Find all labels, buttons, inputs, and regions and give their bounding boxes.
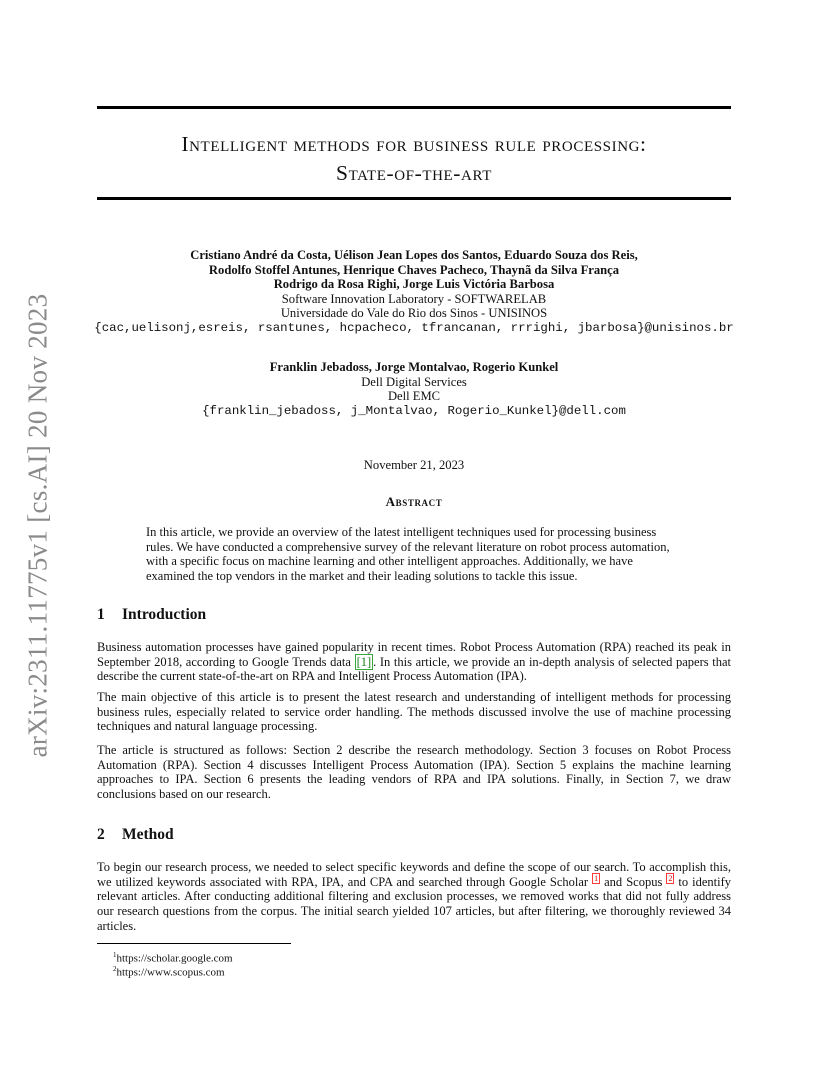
section-title: Introduction — [122, 606, 207, 623]
author-names-line-1: Cristiano André da Costa, Uélison Jean Lopes dos Santos, Eduardo Souza dos Reis, — [190, 248, 638, 262]
arxiv-identifier — [8, 290, 68, 760]
paragraph-text: to identify relevant articles. After conducting additional filtering and exclusion processes, we removed works that did not fully address our research questions from the corpus. The initial search yielded 107 articles, but after filtering, we thoroughly reviewed 34 articles. — [97, 874, 731, 933]
author-emails[interactable]: {franklin_jebadoss, j_Montalvao, Rogerio_Kunkel}@dell.com — [202, 403, 626, 418]
section-number: 2 — [97, 826, 105, 843]
intro-paragraph-2: The main objective of this article is to present the latest research and understanding of intelligent methods for processing business rules, especially related to service order handling. The methods discussed involve the use of machine processing techniques and natural language processing. — [97, 690, 731, 734]
title-top-rule — [97, 106, 731, 109]
author-names: Franklin Jebadoss, Jorge Montalvao, Rogerio Kunkel — [269, 360, 559, 374]
title-line-1-rest: ntelligent methods for business rule processing: — [189, 132, 647, 156]
title-line-2 — [97, 159, 731, 188]
paragraph-text: and Scopus — [600, 874, 667, 889]
affiliation-line-2: Universidade do Vale do Rio dos Sinos - UNISINOS — [280, 306, 548, 321]
footnote-link-2[interactable]: 2 — [668, 873, 673, 883]
footnote-mark: 2 — [113, 965, 117, 973]
author-group-2 — [80, 360, 748, 418]
title-line-2-rest: tate-of-the-art — [348, 161, 492, 185]
footnote-mark: 1 — [113, 951, 117, 959]
title-line-1 — [97, 130, 731, 159]
intro-paragraph-3: The article is structured as follows: Section 2 describe the research methodology. Section 3 focuses on Robot Process Automation (RPA). Section 4 discusses Intelligent Process Automation (IPA). Section 5 explains the machine learning approaches to IPA. Section 6 presents the leading vendors of RPA and IPA solutions. Finally, in Section 7, we draw conclusions based on our research. — [97, 743, 731, 801]
affiliation-line-1: Dell Digital Services — [361, 374, 467, 389]
title-bottom-rule — [97, 197, 731, 200]
paper-title — [97, 130, 731, 188]
abstract-heading: Abstract — [385, 494, 443, 509]
paragraph-text: Business automation processes have gained popularity in recent times. Robot Process Automation (RPA) reached its peak in September 2018, according to Google Trends data — [97, 640, 731, 669]
publication-date: November 21, 2023 — [363, 458, 465, 472]
author-names-line-3: Rodrigo da Rosa Righi, Jorge Luis Victória Barbosa — [273, 277, 555, 292]
footnote-url[interactable]: https://www.scopus.com — [116, 966, 225, 979]
title-line-1-initial: I — [181, 132, 190, 156]
method-paragraph-1 — [97, 860, 731, 933]
abstract-text: In this article, we provide an overview of the latest intelligent techniques used for processing business rules. We have conducted a comprehensive survey of the relevant literature on robot process automation, with a specific focus on machine learning and other intelligent approaches. Additionally, we have examined the top vendors in the market and their leading solutions to tackle this issue. — [146, 525, 670, 583]
footnote-rule — [97, 943, 291, 944]
citation-link[interactable]: [1] — [356, 654, 372, 669]
paragraph-text: . In this article, we provide an in-depth analysis of selected papers that describe the current state-of-the-art on RPA and Intelligent Process Automation (IPA). — [97, 654, 731, 684]
section-title: Method — [122, 826, 174, 843]
author-group-1 — [80, 248, 748, 336]
title-line-2-initial: S — [336, 161, 349, 185]
footnote-url[interactable]: https://scholar.google.com — [116, 952, 233, 965]
arxiv-identifier-text: arXiv:2311.11775v1 [cs.AI] 20 Nov 2023 — [22, 293, 53, 757]
affiliation-line-1: Software Innovation Laboratory - SOFTWARELAB — [281, 291, 547, 306]
footnote-2 — [113, 963, 225, 980]
section-number: 1 — [97, 606, 105, 623]
section-heading-method — [97, 826, 174, 844]
author-names-line-2: Rodolfo Stoffel Antunes, Henrique Chaves Pacheco, Thaynã da Silva França — [208, 262, 620, 277]
author-emails[interactable]: {cac,uelisonj,esreis, rsantunes, hcpacheco, tfrancanan, rrrighi, jbarbosa}@unisinos.br — [94, 320, 734, 335]
affiliation-line-2: Dell EMC — [387, 389, 441, 404]
paragraph-text: To begin our research process, we needed to select specific keywords and define the scope of our search. To accomplish this, we utilized keywords associated with RPA, IPA, and CPA and searched through Google Scholar — [97, 860, 731, 889]
intro-paragraph-1 — [97, 640, 731, 684]
footnote-link-1[interactable]: 1 — [594, 873, 599, 883]
section-heading-introduction — [97, 606, 206, 624]
